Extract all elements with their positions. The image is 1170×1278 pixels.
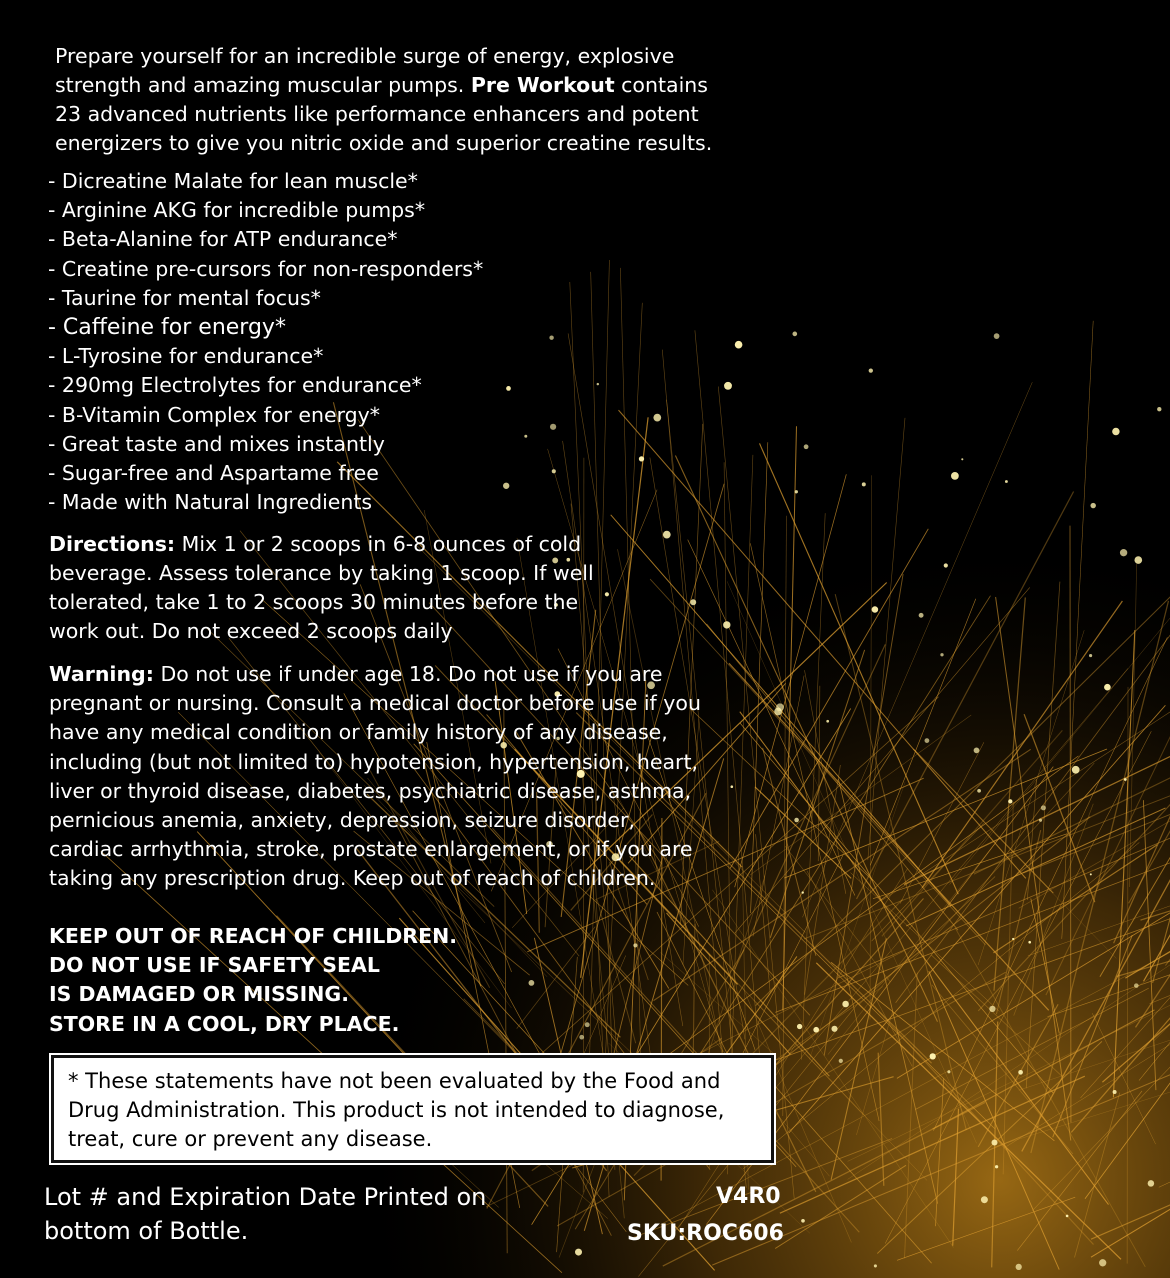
sparkle-dot — [1112, 428, 1119, 435]
sparkle-dot — [549, 335, 553, 339]
benefit-item: - Beta-Alanine for ATP endurance* — [48, 227, 398, 252]
sparkle-dot — [633, 943, 637, 947]
sparkle-dot — [597, 383, 599, 385]
sparkle-dot — [940, 653, 943, 656]
sparkle-dot — [930, 1053, 936, 1059]
sparkle-dot — [794, 818, 799, 823]
benefit-item: - B-Vitamin Complex for energy* — [48, 402, 381, 427]
sparkle-dot — [813, 1027, 819, 1033]
sparkle-dot — [989, 1006, 995, 1012]
sparkle-dot — [579, 1035, 584, 1040]
sparkle-dot — [797, 1024, 802, 1029]
sparkle-dot — [802, 891, 804, 893]
sparkle-dot — [1072, 766, 1080, 774]
sparkle-dot — [961, 458, 963, 460]
sparkle-dot — [1016, 1264, 1022, 1270]
sparkle-dot — [690, 599, 696, 605]
sparkle-dot — [1134, 556, 1142, 564]
sparkle-dot — [974, 748, 980, 754]
sparkle-dot — [874, 1264, 877, 1267]
sparkle-dot — [529, 980, 535, 986]
sparkle-dot — [995, 1165, 998, 1168]
sparkle-dot — [795, 490, 798, 493]
safety-notice-line: STORE IN A COOL, DRY PLACE. — [49, 1011, 400, 1036]
benefit-item: - Great taste and mixes instantly — [48, 431, 385, 456]
sparkle-dot — [977, 789, 981, 793]
benefit-item: - L-Tyrosine for endurance* — [48, 344, 324, 369]
sparkle-dot — [1066, 1215, 1069, 1218]
sparkle-dot — [1124, 778, 1127, 781]
benefit-item: - Caffeine for energy* — [48, 315, 286, 341]
intro-text-after: contains 23 advanced nutrients like performance enhancers and potent energizers to give you nitric oxide and superior creatine results. — [55, 73, 713, 155]
sparkle-dot — [869, 368, 873, 372]
directions-label: Directions: — [49, 532, 176, 556]
sparkle-dot — [723, 621, 730, 628]
sparkle-dot — [1089, 654, 1092, 657]
sparkle-dot — [1018, 1070, 1023, 1075]
sparkle-dot — [1012, 938, 1014, 940]
fda-disclaimer-box — [51, 1055, 774, 1163]
sparkle-dot — [585, 1022, 590, 1027]
benefit-item: - Arginine AKG for incredible pumps* — [48, 198, 426, 223]
sparkle-dot — [951, 472, 959, 480]
sparkle-dot — [1120, 549, 1127, 556]
benefit-item: - Taurine for mental focus* — [48, 285, 321, 310]
sparkle-dot — [801, 1219, 805, 1223]
sparkle-dot — [774, 708, 782, 716]
sparkle-dot — [1005, 480, 1008, 483]
sparkle-dot — [503, 483, 509, 489]
sparkle-dot — [1157, 407, 1161, 411]
sparkle-dot — [552, 469, 556, 473]
sparkle-dot — [862, 482, 866, 486]
sparkle-dot — [663, 531, 671, 539]
safety-notice-line: DO NOT USE IF SAFETY SEAL — [49, 953, 380, 978]
sparkle-dot — [653, 414, 661, 422]
sparkle-dot — [1104, 684, 1111, 691]
sparkle-dot — [1041, 805, 1046, 810]
sparkle-dot — [981, 1196, 988, 1203]
sparkle-dot — [992, 1140, 998, 1146]
sparkle-dot — [831, 1026, 837, 1032]
lot-expiration-note: Lot # and Expiration Date Printed on bottom of Bottle. — [44, 1183, 487, 1245]
sparkle-dot — [919, 613, 924, 618]
sparkle-dot — [731, 785, 734, 788]
sparkle-dot — [1134, 983, 1139, 988]
sparkle-dot — [839, 1059, 843, 1063]
sparkle-dot — [639, 456, 644, 461]
sparkle-dot — [1039, 819, 1042, 822]
product-description — [55, 42, 715, 158]
benefit-item: - Dicreatine Malate for lean muscle* — [48, 169, 418, 193]
safety-notice-line: IS DAMAGED OR MISSING. — [49, 982, 350, 1007]
sparkle-dot — [792, 332, 797, 337]
benefit-item: - Sugar-free and Aspartame free — [48, 461, 379, 486]
fda-disclaimer-text: * These statements have not been evaluated by the Food and Drug Administration. This product is not intended to diagnose, treat, cure or prevent any disease. — [68, 1069, 725, 1151]
product-name: Pre Workout — [470, 73, 615, 97]
sparkle-dot — [1090, 503, 1095, 508]
sparkle-dot — [1008, 799, 1012, 803]
version-code: V4R0 — [716, 1184, 781, 1209]
sparkle-dot — [826, 720, 829, 723]
sparkle-dot — [994, 333, 1000, 339]
sku-code: SKU:ROC606 — [627, 1221, 784, 1246]
sparkle-dot — [1099, 1259, 1106, 1266]
safety-notice — [49, 922, 457, 1039]
sparkle-dot — [735, 341, 743, 349]
sparkle-dot — [575, 1249, 582, 1256]
intro-text-before: Prepare yourself for an incredible surge of energy, explosive strength and amazing muscular pumps. — [55, 44, 675, 97]
warning-label: Warning: — [49, 662, 154, 686]
directions-section — [49, 530, 609, 646]
sparkle-dot — [842, 1001, 849, 1008]
sparkle-dot — [506, 386, 511, 391]
sparkle-dot — [524, 435, 527, 438]
sparkle-dot — [1113, 1090, 1117, 1094]
sparkle-dot — [947, 1070, 950, 1073]
warning-text: Do not use if under age 18. Do not use if you are pregnant or nursing. Consult a medical doctor before use if you have any medical condition or family history of any disease, including (but not limited to) hypotension, hypertension, heart, liver or thyroid disease, diabetes, psychiatric disease, asthma, pernicious anemia, anxiety, depression, seizure disorder, cardiac arrhythmia, stroke, prostate enlargement, or if you are taking any prescription drug. Keep out of reach of children. — [49, 662, 701, 891]
sparkle-dot — [1090, 873, 1092, 875]
sparkle-dot — [872, 606, 879, 613]
directions-text: Mix 1 or 2 scoops in 6-8 ounces of cold beverage. Assess tolerance by taking 1 scoop. If well tolerated, take 1 to 2 scoops 30 minutes before the work out. Do not exceed 2 scoops daily — [49, 532, 594, 643]
sparkle-dot — [1148, 1180, 1155, 1187]
sparkle-dot — [550, 424, 556, 430]
warning-section — [49, 660, 709, 894]
benefit-item: - 290mg Electrolytes for endurance* — [48, 373, 422, 398]
sparkle-dot — [804, 444, 809, 449]
safety-notice-line: KEEP OUT OF REACH OF CHILDREN. — [49, 924, 458, 948]
sparkle-dot — [925, 738, 930, 743]
benefit-item: - Creatine pre-cursors for non-responders* — [48, 256, 484, 281]
sparkle-dot — [724, 382, 732, 390]
sparkle-dot — [1028, 941, 1031, 944]
benefits-list — [48, 167, 483, 517]
sparkle-dot — [944, 563, 948, 567]
benefit-item: - Made with Natural Ingredients — [48, 490, 373, 515]
